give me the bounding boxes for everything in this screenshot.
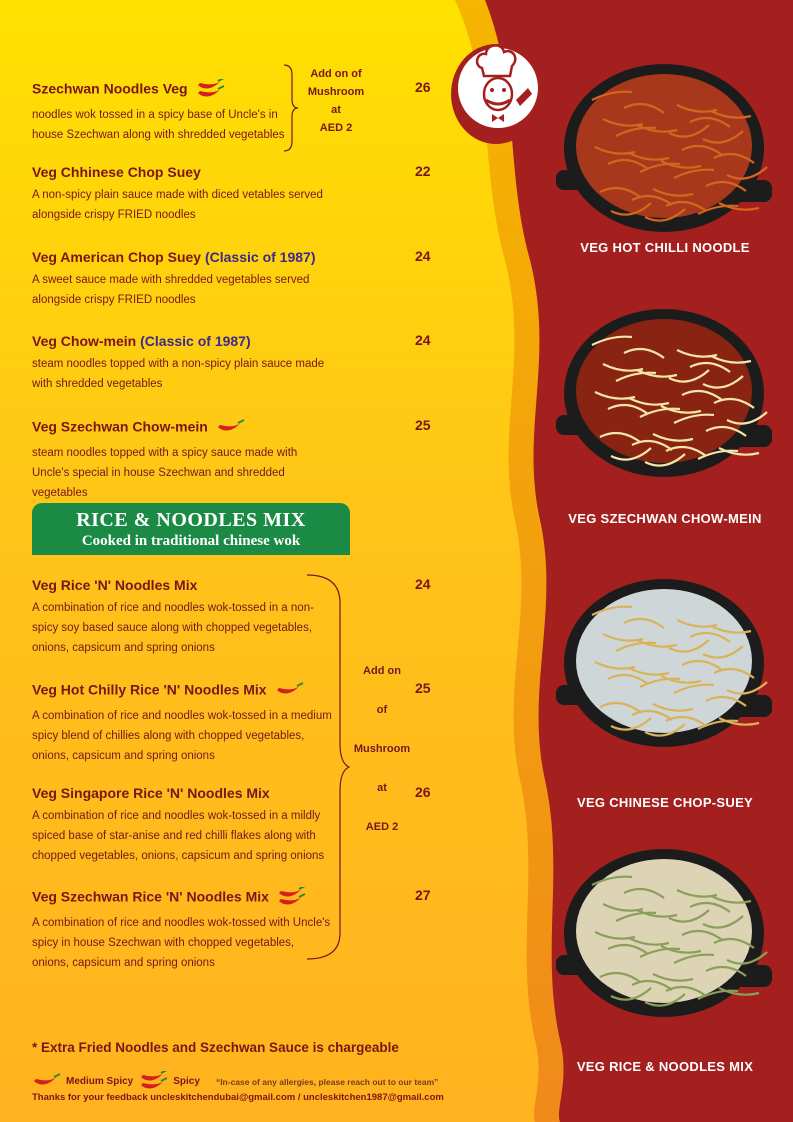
legend-medium-label: Medium Spicy: [66, 1076, 134, 1087]
legend-row: [32, 1071, 438, 1092]
dish-photo: [552, 575, 777, 755]
allergy-note: “In-case of any allergies, please reach out to our team”: [215, 1076, 439, 1087]
section-title: RICE & NOODLES MIX: [76, 509, 306, 531]
dish-caption: VEG CHINESE CHOP-SUEY: [576, 795, 754, 810]
item-title: Veg Rice 'N' Noodles Mix: [32, 577, 198, 593]
brace-mix: [305, 573, 350, 961]
item-title: Veg Szechwan Rice 'N' Noodles Mix: [32, 888, 269, 905]
chef-mascot-icon: [446, 28, 546, 148]
item-classic-tag: (Classic of 1987): [204, 249, 316, 265]
item-description: A non-spicy plain sauce made with diced vetables served alongside crispy FRIED noodles: [32, 189, 323, 221]
item-price: 25: [415, 417, 431, 433]
menu-item: [32, 248, 432, 310]
dish-caption: VEG RICE & NOODLES MIX: [576, 1059, 754, 1074]
chopsuey-bowl-icon: [552, 575, 777, 750]
item-description: steam noodles topped with a spicy sauce made with Uncle's special in house Szechwan and shredded vegetables: [32, 447, 298, 499]
item-title: Veg Hot Chilly Rice 'N' Noodles Mix: [32, 681, 267, 698]
legend-spicy-label: Spicy: [173, 1076, 200, 1087]
spicy-chili-icon: [196, 79, 226, 101]
spicy-chili-icon: [277, 887, 307, 909]
item-description: steam noodles topped with a non-spicy plain sauce made with shredded vegetables: [32, 358, 325, 390]
chowmein-bowl-icon: [552, 305, 777, 480]
item-title: Veg Chhinese Chop Suey: [32, 164, 201, 180]
item-name: [32, 576, 432, 594]
dish-photo: [552, 60, 777, 240]
item-name: [32, 248, 432, 266]
item-price: 26: [415, 79, 431, 95]
item-price: 27: [415, 887, 431, 903]
item-title: Veg Szechwan Chow-mein: [32, 418, 208, 435]
item-price: 24: [415, 576, 431, 592]
item-name: [32, 332, 432, 350]
brace-top: [280, 63, 300, 153]
spicy-chili-icon: [139, 1071, 169, 1092]
medium-chili-icon: [216, 417, 246, 439]
menu-item: [32, 163, 432, 225]
item-description: A sweet sauce made with shredded vegetables served alongside crispy FRIED noodles: [32, 274, 310, 306]
item-name: [32, 163, 432, 181]
menu-item: [32, 79, 432, 145]
feedback-note: Thanks for your feedback uncleskitchendubai@gmail.com / uncleskitchen1987@gmail.com: [32, 1092, 444, 1103]
extra-charge-note: * Extra Fried Noodles and Szechwan Sauce is chargeable: [32, 1040, 399, 1055]
dish-caption: VEG HOT CHILLI NOODLE: [580, 240, 750, 255]
item-description: noodles wok tossed in a spicy base of Uncle's in house Szechwan along with shredded vegetables: [32, 109, 285, 141]
section-subtitle: Cooked in traditional chinese wok: [81, 533, 301, 549]
item-name: [32, 887, 432, 909]
item-price: 26: [415, 784, 431, 800]
item-price: 24: [415, 248, 431, 264]
item-price: 22: [415, 163, 431, 179]
noodle-bowl-icon: [552, 60, 777, 235]
medium-chili-icon: [32, 1071, 62, 1092]
dish-caption: VEG SZECHWAN CHOW-MEIN: [568, 511, 762, 526]
item-price: 24: [415, 332, 431, 348]
dish-photo: [552, 305, 777, 485]
medium-chili-icon: [275, 680, 305, 702]
item-price: 25: [415, 680, 431, 696]
item-description: A combination of rice and noodles wok-tossed in a mildly spiced base of star-anise and red chilli flakes along with chopped vegetables, onions, capsicum and spring onions: [32, 810, 325, 862]
menu-item: [32, 332, 432, 394]
item-name: [32, 417, 432, 439]
section-banner: [32, 503, 350, 555]
item-description: A combination of rice and noodles wok-tossed with Uncle's spicy in house Szechwan with chopped vegetables, onions, capsicum and spring onions: [32, 917, 331, 969]
item-description: A combination of rice and noodles wok-tossed in a medium spicy blend of chillies along with chopped vegetables, onions, capsicum and spring onions: [32, 710, 332, 762]
addon-mushroom-top: Add on of Mushroom at AED 2: [307, 68, 365, 134]
item-description: A combination of rice and noodles wok-tossed in a non-spicy soy based sauce along with chopped vegetables, onions, capsicum and spring onions: [32, 602, 314, 654]
item-title: Veg Singapore Rice 'N' Noodles Mix: [32, 785, 270, 801]
rice-noodles-bowl-icon: [552, 845, 777, 1020]
item-name: [32, 79, 432, 101]
item-title: Szechwan Noodles Veg: [32, 80, 188, 97]
addon-mushroom-mix: Add on of Mushroom at AED 2: [353, 665, 411, 833]
item-title: Veg American Chop Suey: [32, 249, 202, 265]
menu-item: [32, 887, 432, 973]
menu-item: [32, 576, 432, 658]
item-classic-tag: (Classic of 1987): [140, 333, 251, 349]
dish-photo: [552, 845, 777, 1025]
item-title: Veg Chow-mein: [32, 333, 137, 349]
menu-item: [32, 417, 432, 503]
